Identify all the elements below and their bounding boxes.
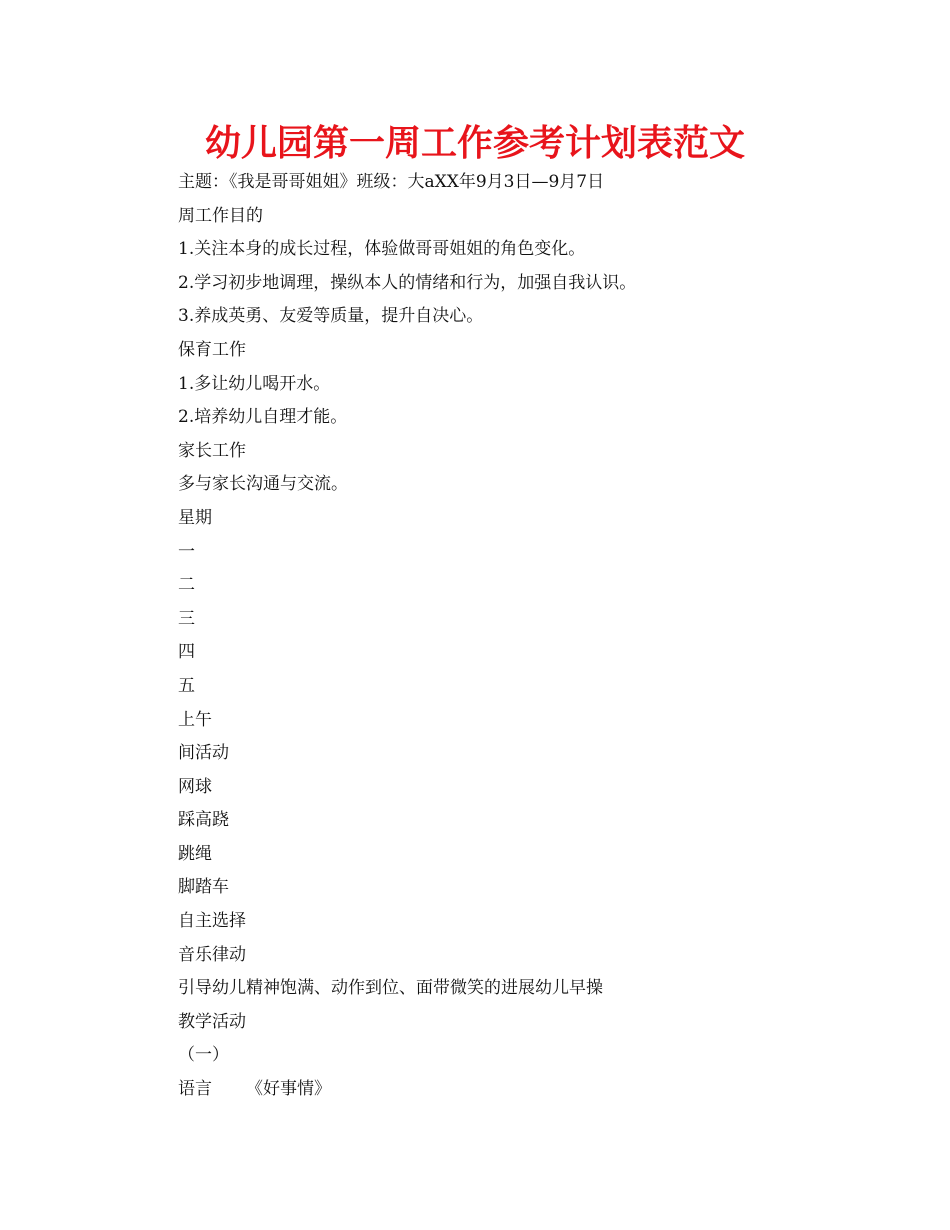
break-activity-label: 间活动 xyxy=(178,743,229,764)
activity-4: 脚踏车 xyxy=(178,877,229,898)
document-title: 幼儿园第一周工作参考计划表范文 xyxy=(204,123,745,164)
document-body xyxy=(178,166,878,1107)
care-heading: 保育工作 xyxy=(178,339,246,360)
activity-3: 跳绳 xyxy=(178,843,212,864)
activity-2: 踩高跷 xyxy=(178,810,229,831)
subject-label: 语言 xyxy=(178,1079,212,1100)
weekday-3: 三 xyxy=(178,608,195,629)
lesson-title: 《好事情》 xyxy=(246,1079,331,1100)
goal-item-3: 3.养成英勇、友爱等质量，提升自决心。 xyxy=(178,306,484,327)
care-item-1: 1.多让幼儿喝开水。 xyxy=(178,373,331,394)
goal-item-1: 1.关注本身的成长过程，体验做哥哥姐姐的角色变化。 xyxy=(178,239,586,260)
weekday-4: 四 xyxy=(178,642,195,663)
teaching-label: 教学活动 xyxy=(178,1011,246,1032)
goal-item-2: 2.学习初步地调理，操纵本人的情绪和行为，加强自我认识。 xyxy=(178,272,637,293)
teaching-part: （一） xyxy=(178,1045,229,1066)
parent-heading: 家长工作 xyxy=(178,440,246,461)
weekday-5: 五 xyxy=(178,675,195,696)
weekday-1: 一 xyxy=(178,541,195,562)
morning-label: 上午 xyxy=(178,709,212,730)
activity-1: 网球 xyxy=(178,776,212,797)
subject-line xyxy=(178,1073,878,1107)
activity-5: 自主选择 xyxy=(178,911,246,932)
goals-heading: 周工作目的 xyxy=(178,205,263,226)
care-item-2: 2.培养幼儿自理才能。 xyxy=(178,407,348,428)
weekday-2: 二 xyxy=(178,575,195,596)
activity-6: 音乐律动 xyxy=(178,944,246,965)
weekday-label: 星期 xyxy=(178,507,212,528)
parent-item-1: 多与家长沟通与交流。 xyxy=(178,474,348,495)
header-line: 主题：《我是哥哥姐姐》班级：大aXX年9月3日—9月7日 xyxy=(178,172,605,192)
morning-exercise-note: 引导幼儿精神饱满、动作到位、面带微笑的进展幼儿早操 xyxy=(178,978,603,999)
